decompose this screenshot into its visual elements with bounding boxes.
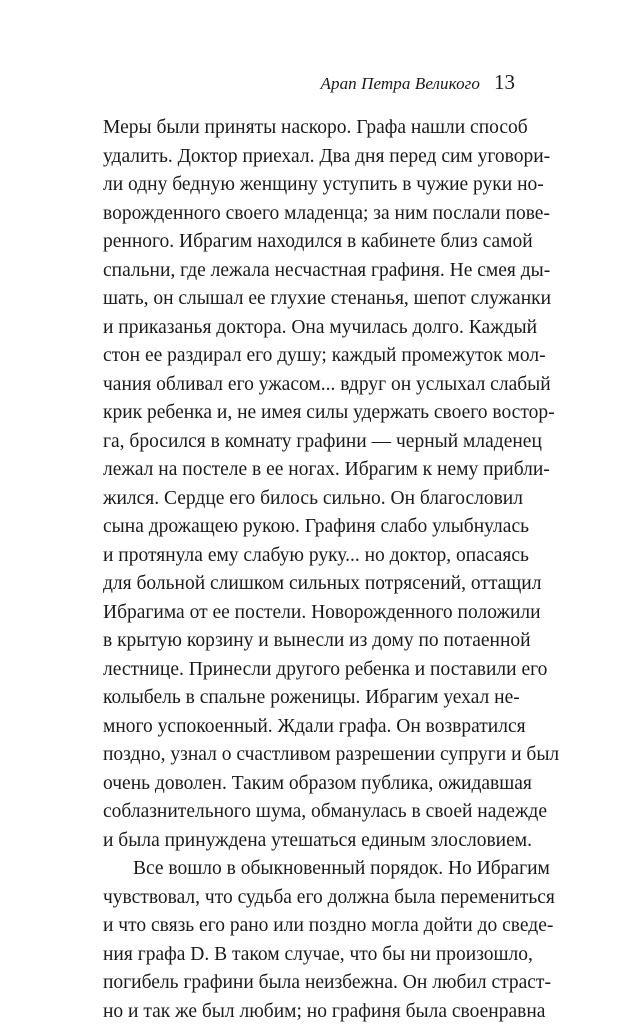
text-line: много успокоенный. Ждали графа. Он возвратился: [103, 713, 515, 742]
text-line: чания обливал его ужасом... вдруг он услыхал слабый: [103, 371, 515, 400]
text-line: спальни, где лежала несчастная графиня. Не смея ды-: [103, 257, 515, 286]
text-line: и протянула ему слабую руку... но доктор, опасаясь: [103, 542, 515, 571]
text-line: удалить. Доктор приехал. Два дня перед сим уговори-: [103, 143, 515, 172]
paragraph: [103, 114, 515, 855]
paragraph: [103, 855, 515, 1026]
text-line: лестнице. Принесли другого ребенка и поставили его: [103, 656, 515, 685]
text-line: ренного. Ибрагим находился в кабинете близ самой: [103, 228, 515, 257]
text-line: в крытую корзину и вынесли из дому по потаенной: [103, 627, 515, 656]
page-number: 13: [494, 70, 515, 95]
text-line: жился. Сердце его билось сильно. Он благословил: [103, 485, 515, 514]
text-line: и что связь его рано или поздно могла дойти до сведе-: [103, 912, 515, 941]
text-line: и была принуждена утешаться единым злословием.: [103, 827, 515, 856]
running-title: Арап Петра Великого: [320, 74, 480, 94]
text-line: поздно, узнал о счастливом разрешении супруги и был: [103, 741, 515, 770]
text-line: шать, он слышал ее глухие стенанья, шепот служанки: [103, 285, 515, 314]
text-line: лежал на постеле в ее ногах. Ибрагим к нему прибли-: [103, 456, 515, 485]
text-line: и приказанья доктора. Она мучилась долго. Каждый: [103, 314, 515, 343]
text-line: чувствовал, что судьба его должна была перемениться: [103, 884, 515, 913]
text-line: стон ее раздирал его душу; каждый промежуток мол-: [103, 342, 515, 371]
text-line: ния графа D. В таком случае, что бы ни произошло,: [103, 941, 515, 970]
text-line: Все вошло в обыкновенный порядок. Но Ибрагим: [103, 855, 515, 884]
text-line: ворожденного своего младенца; за ним послали пове-: [103, 200, 515, 229]
text-line: очень доволен. Таким образом публика, ожидавшая: [103, 770, 515, 799]
text-line: но и так же был любим; но графиня была своенравна: [103, 998, 515, 1026]
body-text: [103, 114, 515, 1026]
text-line: ли одну бедную женщину уступить в чужие руки но-: [103, 171, 515, 200]
text-line: сына дрожащею рукою. Графиня слабо улыбнулась: [103, 513, 515, 542]
text-line: погибель графини была неизбежна. Он любил страст-: [103, 969, 515, 998]
running-head: [320, 70, 515, 95]
text-line: для больной слишком сильных потрясений, оттащил: [103, 570, 515, 599]
text-line: крик ребенка и, не имея силы удержать своего востор-: [103, 399, 515, 428]
text-line: Меры были приняты наскоро. Графа нашли способ: [103, 114, 515, 143]
text-line: соблазнительного шума, обманулась в своей надежде: [103, 798, 515, 827]
text-line: колыбель в спальне роженицы. Ибрагим уехал не-: [103, 684, 515, 713]
text-line: Ибрагима от ее постели. Новорожденного положили: [103, 599, 515, 628]
text-line: га, бросился в комнату графини — черный младенец: [103, 428, 515, 457]
